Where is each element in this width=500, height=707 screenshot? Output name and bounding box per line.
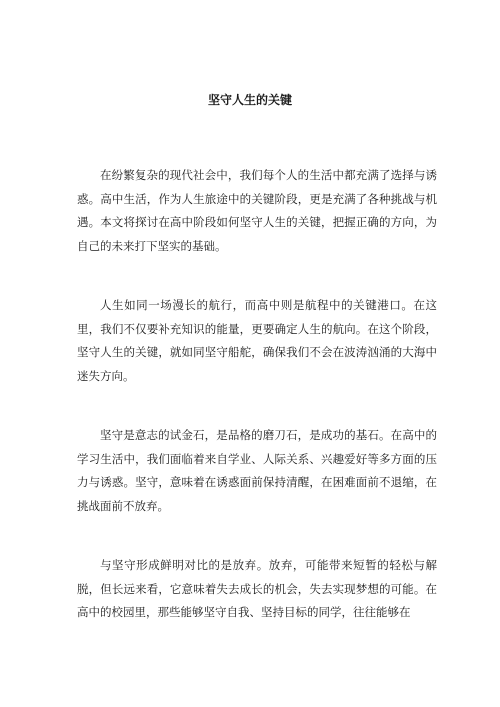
- paragraph-4: 与坚守形成鲜明对比的是放弃。放弃，可能带来短暂的轻松与解脱，但长远来看，它意味着失去成长的机会，失去实现梦想的可能。在高中的校园里，那些能够坚守自我、坚持目标的同学，往往能够在: [77, 558, 437, 620]
- document-title: 坚守人生的关键: [207, 93, 292, 107]
- paragraph-1: 在纷繁复杂的现代社会中，我们每个人的生活中都充满了选择与诱惑。高中生活，作为人生旅途中的关键阶段，更是充满了各种挑战与机遇。本文将探讨在高中阶段如何坚守人生的关键，把握正确的方向，为自己的未来打下坚实的基础。: [77, 168, 437, 253]
- paragraph-2: 人生如同一场漫长的航行，而高中则是航程中的关键港口。在这里，我们不仅要补充知识的能量，更要确定人生的航向。在这个阶段，坚守人生的关键，就如同坚守船舵，确保我们不会在波涛汹涌的大海中迷失方向。: [77, 298, 437, 383]
- paragraph-3: 坚守是意志的试金石，是品格的磨刀石，是成功的基石。在高中的学习生活中，我们面临着来自学业、人际关系、兴趣爱好等多方面的压力与诱惑。坚守，意味着在诱惑面前保持清醒，在困难面前不退缩，在挑战面前不放弃。: [77, 428, 437, 513]
